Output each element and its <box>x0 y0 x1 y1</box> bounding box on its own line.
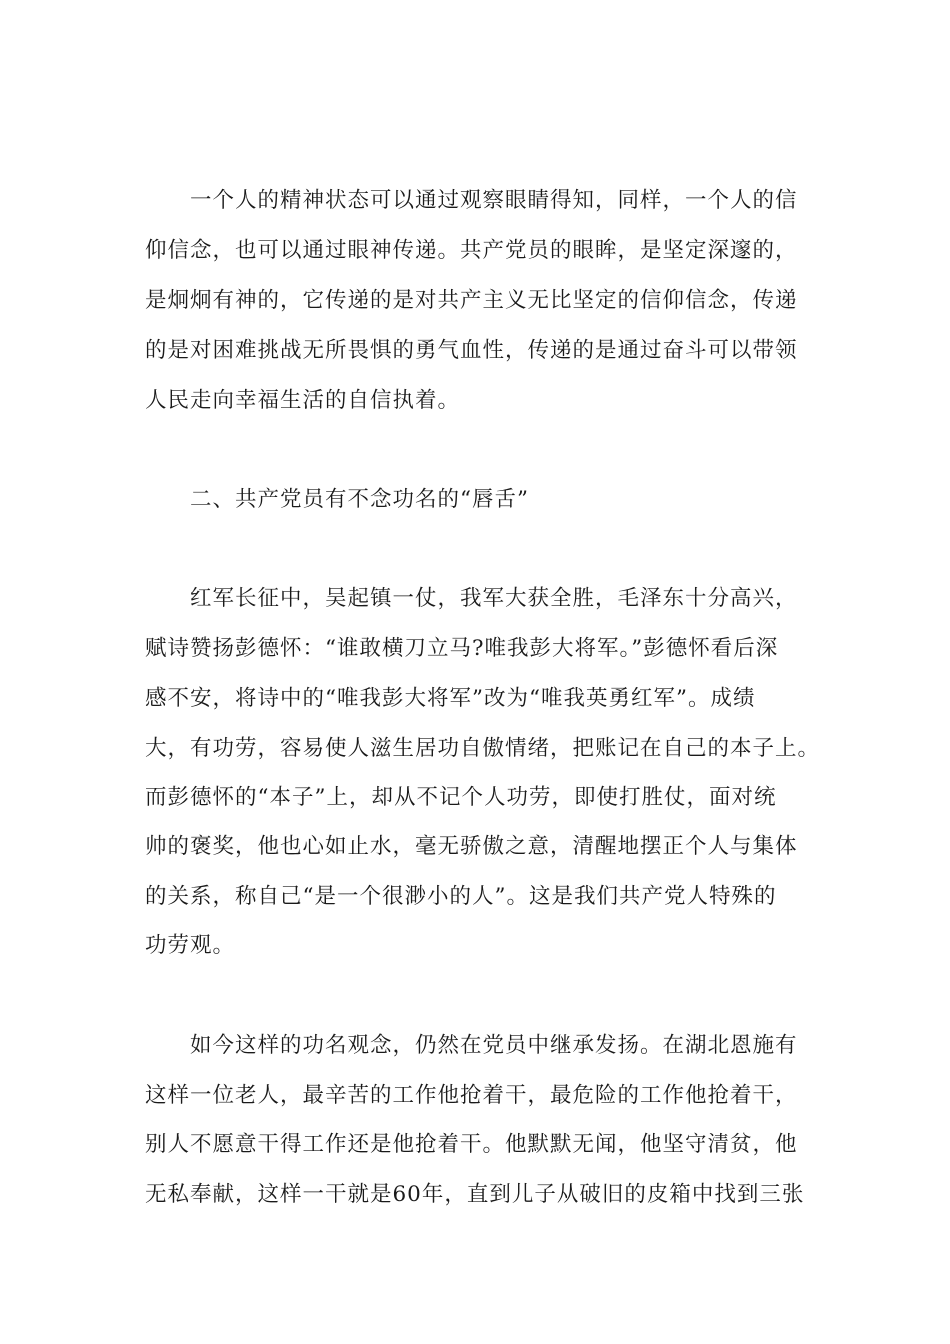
paragraph-1-line-1: 一个人的精神状态可以通过观察眼睛得知，同样，一个人的信 <box>190 188 798 213</box>
paragraph-3-line-1: 红军长征中，吴起镇一仗，我军大获全胜，毛泽东十分高兴， <box>190 586 798 611</box>
paragraph-3-line-2: 赋诗赞扬彭德怀：“谁敢横刀立马?唯我彭大将军。”彭德怀看后深 <box>145 636 779 661</box>
paragraph-3-line-3: 感不安，将诗中的“唯我彭大将军”改为“唯我英勇红军”。成绩 <box>145 686 756 711</box>
paragraph-1-line-3: 是炯炯有神的，它传递的是对共产主义无比坚定的信仰信念，传递 <box>145 288 798 313</box>
paragraph-3-line-8: 功劳观。 <box>145 933 236 958</box>
section-heading: 二、共产党员有不念功名的“唇舌” <box>190 487 529 512</box>
paragraph-4-line-4: 无私奉献，这样一干就是60年，直到儿子从破旧的皮箱中找到三张 <box>145 1182 805 1207</box>
paragraph-3-line-4: 大，有功劳，容易使人滋生居功自傲情绪，把账记在自己的本子上。 <box>145 736 821 761</box>
paragraph-4-line-1: 如今这样的功名观念，仍然在党员中继承发扬。在湖北恩施有 <box>190 1033 798 1058</box>
paragraph-3-line-6: 帅的褒奖，他也心如止水，毫无骄傲之意，清醒地摆正个人与集体 <box>145 834 798 859</box>
paragraph-4-line-2: 这样一位老人，最辛苦的工作他抢着干，最危险的工作他抢着干， <box>145 1083 798 1108</box>
paragraph-3-line-7: 的关系，称自己“是一个很渺小的人”。这是我们共产党人特殊的 <box>145 884 777 909</box>
paragraph-1-line-2: 仰信念，也可以通过眼神传递。共产党员的眼眸，是坚定深邃的， <box>145 238 798 263</box>
paragraph-4-line-3: 别人不愿意干得工作还是他抢着干。他默默无闻，他坚守清贫，他 <box>145 1132 798 1157</box>
paragraph-1-line-5: 人民走向幸福生活的自信执着。 <box>145 388 461 413</box>
paragraph-1-line-4: 的是对困难挑战无所畏惧的勇气血性，传递的是通过奋斗可以带领 <box>145 338 798 363</box>
paragraph-3-line-5: 而彭德怀的“本子”上，却从不记个人功劳，即使打胜仗，面对统 <box>145 785 777 810</box>
